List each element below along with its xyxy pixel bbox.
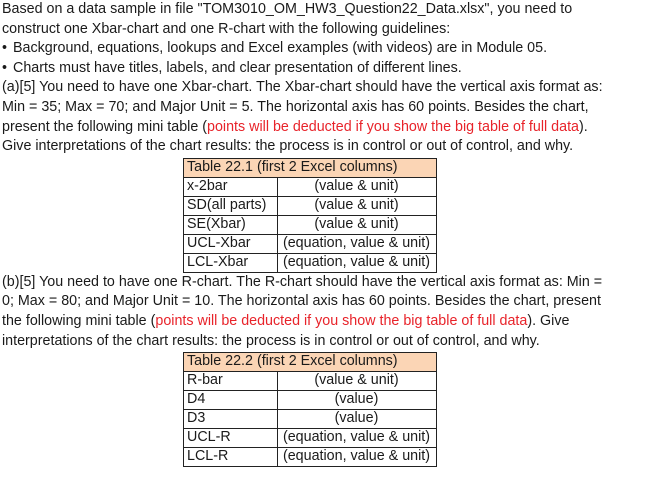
row-value: (value & unit) xyxy=(278,196,437,215)
guideline-bullet xyxy=(2,39,644,59)
part-b-line-1: (b)[5] You need to have one R-chart. The R-chart should have the vertical axis format as: Min = xyxy=(2,273,603,290)
guideline-bullet-text: Charts must have titles, labels, and clear presentation of different lines. xyxy=(13,59,462,76)
row-value: (equation, value & unit) xyxy=(278,448,437,467)
guideline-bullet-text: Background, equations, lookups and Excel examples (with videos) are in Module 05. xyxy=(13,40,548,57)
table-row xyxy=(184,372,437,391)
row-label: UCL-Xbar xyxy=(184,234,278,253)
guideline-bullet xyxy=(2,59,644,79)
row-label: LCL-Xbar xyxy=(184,253,278,272)
table-row xyxy=(184,391,437,410)
table-row xyxy=(184,215,437,234)
table-row xyxy=(184,429,437,448)
part-a-line-1: (a)[5] You need to have one Xbar-chart. The Xbar-chart should have the vertical axis format as: xyxy=(2,79,603,96)
row-value: (equation, value & unit) xyxy=(278,234,437,253)
part-a-line-3 xyxy=(2,118,644,138)
table-row xyxy=(184,177,437,196)
row-value: (equation, value & unit) xyxy=(278,253,437,272)
table-header-row xyxy=(184,353,437,372)
part-a-line-4: Give interpretations of the chart results: the process is in control or out of control, and why. xyxy=(2,138,574,155)
part-b-line-3-post: ). Give xyxy=(527,312,570,329)
part-b-line-2: 0; Max = 80; and Major Unit = 10. The horizontal axis has 60 points. Besides the chart, present xyxy=(2,293,601,310)
deduction-warning: points will be deducted if you show the big table of full data xyxy=(207,118,579,135)
deduction-warning: points will be deducted if you show the big table of full data xyxy=(155,312,528,329)
row-value: (value) xyxy=(278,410,437,429)
bullet-marker: • xyxy=(2,40,8,57)
row-label: LCL-R xyxy=(184,448,278,467)
row-value: (value & unit) xyxy=(278,215,437,234)
row-label: UCL-R xyxy=(184,429,278,448)
table-row xyxy=(184,448,437,467)
row-label: D3 xyxy=(184,410,278,429)
table-header-row xyxy=(184,158,437,177)
row-value: (value & unit) xyxy=(278,372,437,391)
table-22-1 xyxy=(183,158,437,273)
part-b-line-4: interpretations of the chart results: the process is in control or out of control, and why. xyxy=(2,332,540,349)
row-value: (value) xyxy=(278,391,437,410)
homework-question-document xyxy=(2,0,644,467)
row-label: x-2bar xyxy=(184,177,278,196)
part-b-line-3 xyxy=(2,312,644,332)
table-row xyxy=(184,234,437,253)
part-b-line-3-pre: the following mini table ( xyxy=(2,312,156,329)
table-row xyxy=(184,196,437,215)
part-a-line-2: Min = 35; Max = 70; and Major Unit = 5. The horizontal axis has 60 points. Besides the chart, xyxy=(2,98,589,115)
bullet-marker: • xyxy=(2,59,8,76)
table-22-2 xyxy=(183,352,437,467)
table-title: Table 22.1 (first 2 Excel columns) xyxy=(184,158,437,177)
row-label: R-bar xyxy=(184,372,278,391)
table-row xyxy=(184,253,437,272)
row-label: SD(all parts) xyxy=(184,196,278,215)
row-value: (value & unit) xyxy=(278,177,437,196)
intro-line-1: Based on a data sample in file "TOM3010_OM_HW3_Question22_Data.xlsx", you need to xyxy=(2,1,573,17)
table-row xyxy=(184,410,437,429)
part-a-line-3-pre: present the following mini table ( xyxy=(2,118,208,135)
part-a-line-3-post: ). xyxy=(579,118,588,135)
intro-line-2: construct one Xbar-chart and one R-chart with the following guidelines: xyxy=(2,20,451,37)
row-label: SE(Xbar) xyxy=(184,215,278,234)
table-title: Table 22.2 (first 2 Excel columns) xyxy=(184,353,437,372)
row-value: (equation, value & unit) xyxy=(278,429,437,448)
row-label: D4 xyxy=(184,391,278,410)
